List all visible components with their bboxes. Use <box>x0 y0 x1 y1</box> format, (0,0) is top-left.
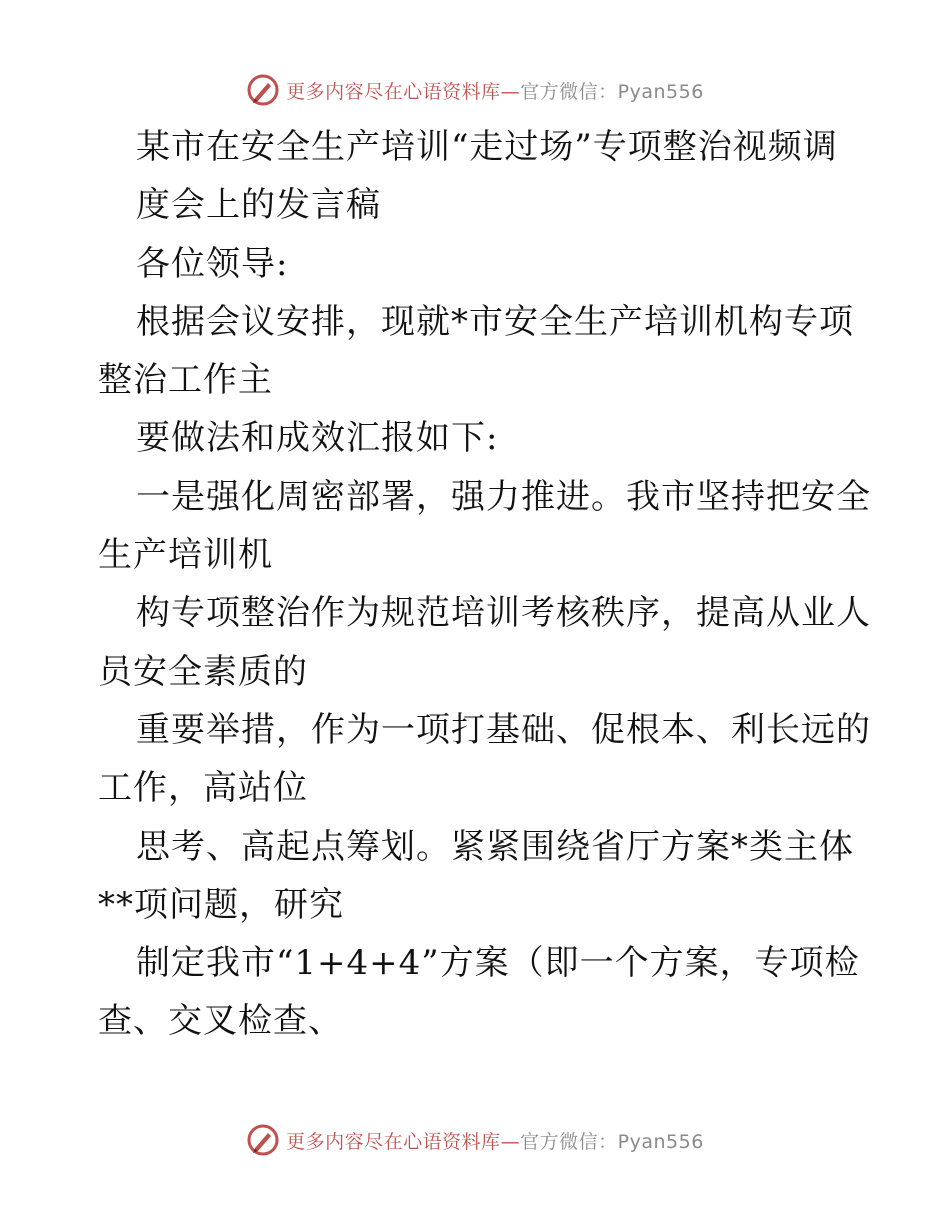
paragraph-line: 一是强化周密部署，强力推进。我市坚持把安全 <box>136 476 871 517</box>
paragraph-line: 重要举措，作为一项打基础、促根本、利长远的 <box>136 709 871 750</box>
paragraph-line: 查、交叉检查、 <box>98 1001 343 1042</box>
footer-banner <box>0 1120 950 1160</box>
pen-logo-icon <box>246 1123 280 1157</box>
footer-banner-text <box>286 1127 704 1154</box>
footer-banner-wechat: 官方微信：Pyan556 <box>520 1130 704 1153</box>
paragraph-line: 根据会议安排，现就*市安全生产培训机构专项 <box>136 301 854 342</box>
salutation: 各位领导: <box>136 243 289 284</box>
paragraph-line: 思考、高起点筹划。紧紧围绕省厅方案*类主体 <box>136 826 854 867</box>
footer-banner-slogan: 更多内容尽在心语资料库— <box>286 1130 521 1153</box>
header-banner-text <box>286 77 704 104</box>
paragraph-line: 制定我市“1+4+4”方案（即一个方案，专项检 <box>136 943 860 984</box>
paragraph-line: 整治工作主 <box>98 360 273 401</box>
document-body <box>98 118 871 1051</box>
header-banner-slogan: 更多内容尽在心语资料库— <box>286 80 521 103</box>
paragraph-line: **项问题，研究 <box>98 884 344 925</box>
paragraph-line: 员安全素质的 <box>98 651 308 692</box>
header-banner-wechat: 官方微信：Pyan556 <box>520 80 704 103</box>
pen-logo-icon <box>246 73 280 107</box>
doc-title-line-2: 度会上的发言稿 <box>136 185 381 226</box>
doc-title-line-1: 某市在安全生产培训“走过场”专项整治视频调 <box>136 127 838 167</box>
paragraph-line: 要做法和成效汇报如下: <box>136 418 499 459</box>
paragraph-line: 生产培训机 <box>98 535 273 576</box>
paragraph-line: 构专项整治作为规范培训考核秩序，提高从业人 <box>136 593 871 634</box>
paragraph-line: 工作，高站位 <box>98 768 308 809</box>
header-banner <box>0 70 950 110</box>
